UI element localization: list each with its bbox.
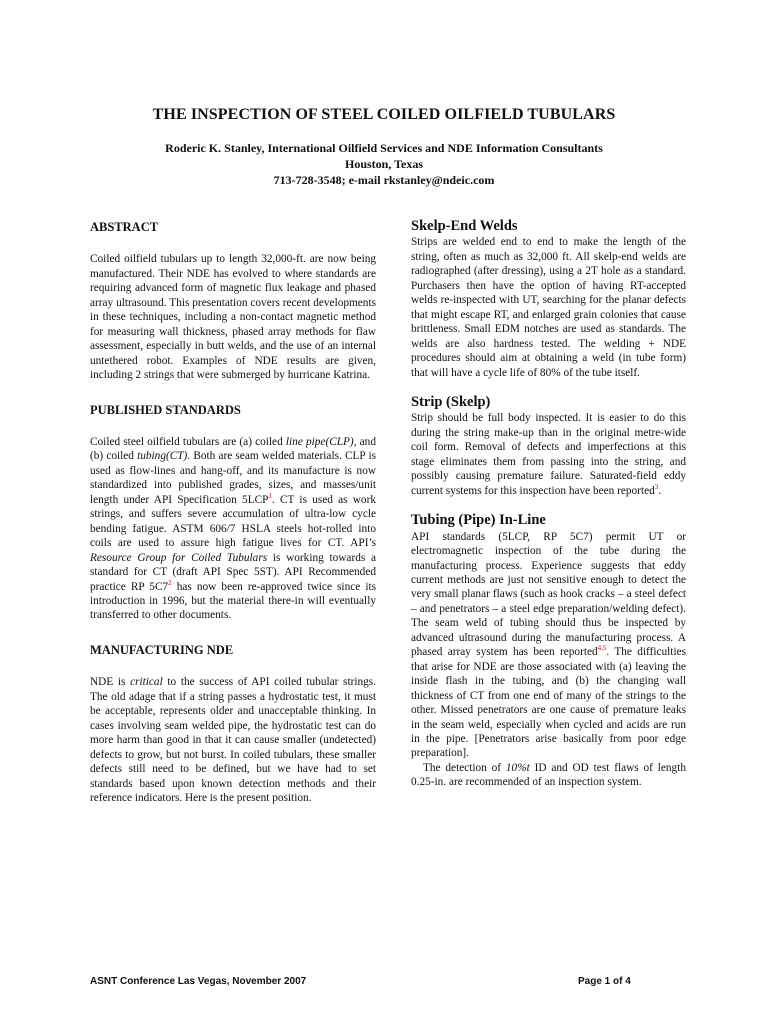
author-contact: 713-728-3548; e-mail rkstanley@ndeic.com <box>273 173 495 187</box>
author-line: Roderic K. Stanley, International Oilfield Services and NDE Information Consultants <box>165 141 603 155</box>
tubing-heading: Tubing (Pipe) In-Line <box>411 512 546 529</box>
abstract-heading: ABSTRACT <box>90 220 159 234</box>
footer-conference: ASNT Conference Las Vegas, November 2007 <box>90 976 307 987</box>
strip-heading: Strip (Skelp) <box>411 393 491 410</box>
reference-marker: 4,5 <box>597 644 607 653</box>
tubing-paragraph: API standards (5LCP, RP 5C7) permit UT or electromagnetic inspection of the tube during the manufacturing process. Experience suggests that eddy current methods are just not sensitive enough to detect the very small planar flaws (such as hook cracks – a steel defect – and penetrators – a steel edge preparation/welding defect). The seam weld of tubing should thus be inspected by advanced ultrasound during the manufacturing process. A phased array system has been reported$^{4,5}$. The difficulties that arise for NDE are those associated with (a) leaving the inside flash in the tubing, and (b) the changing wall thickness of CT from one end of many of the strings to the other. Missed penetrators are one cause of premature leaks in the seam weld, especially when cycled and acids are run in the pipe. [Penetrators arise basically from poor edge preparation]. <box>411 530 686 760</box>
strip-paragraph: Strip should be full body inspected. It is easier to do this during the string make-up than in the original metre-wide coil form. Removal of defects and imperfections at this stage eliminates them from passing into the string, and possibly causing premature failure. Saturated-field eddy current systems for this inspection have been reported$^3$. <box>411 412 686 497</box>
reference-marker: 3 <box>654 482 659 491</box>
tubing-paragraph-detection: The detection of 10%t ID and OD test flaws of length 0.25-in. are recommended of an inspection system. <box>411 761 686 789</box>
right-column <box>411 219 686 790</box>
manufacturing-paragraph: NDE is critical to the success of API coiled tubular strings. The old adage that if a string passes a hydrostatic test, it must be acceptable, represents older and unacceptable thinking. In cases involving seam welded pipe, the hydrostatic test can do more harm than good in that it can cause smaller (undetected) defects to grow, but not burst. In coiled tubulars, these smaller defects still need to be defined, but we have had to set standards based upon known detection methods and their reference indicators. Here is the present position. <box>90 676 376 804</box>
reference-marker: 2 <box>168 578 172 587</box>
standards-heading: PUBLISHED STANDARDS <box>90 402 241 417</box>
author-block <box>0 140 768 188</box>
footer-page-number: Page 1 of 4 <box>578 976 631 987</box>
left-column <box>90 220 376 805</box>
paper-title: THE INSPECTION OF STEEL COILED OILFIELD TUBULARS <box>152 106 616 123</box>
abstract-paragraph: Coiled oilfield tubulars up to length 32,000-ft. are now being manufactured. Their NDE has evolved to where standards are requiring advanced form of magnetic flux leakage and phased array ultrasound. This presentation covers recent developments in these techniques, including a non-contact magnetic method for measuring wall thickness, phased array methods for flaw assessment, especially in butt welds, and the use of an internal untethered robot. Examples of NDE results are given, including 2 strings that were submerged by hurricane Katrina. <box>90 253 376 382</box>
standards-paragraph: Coiled steel oilfield tubulars are (a) coiled line pipe(CLP), and (b) coiled tubing(CT). Both are seam welded materials. CLP is used as flow-lines and hang-off, and its manufacture is now standardized into published grades, sizes, and masses/unit length under API Specification 5LCP$^1$. CT is used as work strings, and suffers severe accumulation of ultra-low cycle bending fatigue. ASTM 606/7 HSLA steels hot-rolled into coils are used to assure high fatigue lives for CT. API’s Resource Group for Coiled Tubulars is working towards a standard for CT (draft API Spec 5ST). API Recommended practice RP 5C7$^2$ has now been re-approved twice since its introduction in 1996, but the material there-in will eventually transferred to other documents. <box>90 435 377 622</box>
author-location: Houston, Texas <box>344 157 424 171</box>
manufacturing-heading: MANUFACTURING NDE <box>90 642 234 657</box>
skelp-welds-heading: Skelp-End Welds <box>411 218 518 234</box>
reference-marker: 1 <box>268 492 272 501</box>
skelp-welds-paragraph: Strips are welded end to end to make the length of the string, often as much as 32,000 ft. All skelp-end welds are radiographed (after dressing), using a 2T hole as a standard. Purchasers then have the option of having RT-accepted welds re-inspected with UT, searching for the planar defects that might escape RT, and enlarged grain colonies that cause brittleness. Small EDM notches are used as standards. The welds are also hardness tested. The welding + NDE procedures should aim at obtaining a weld (in tube form) that will have a cycle life of 80% of the tube itself. <box>411 236 686 379</box>
